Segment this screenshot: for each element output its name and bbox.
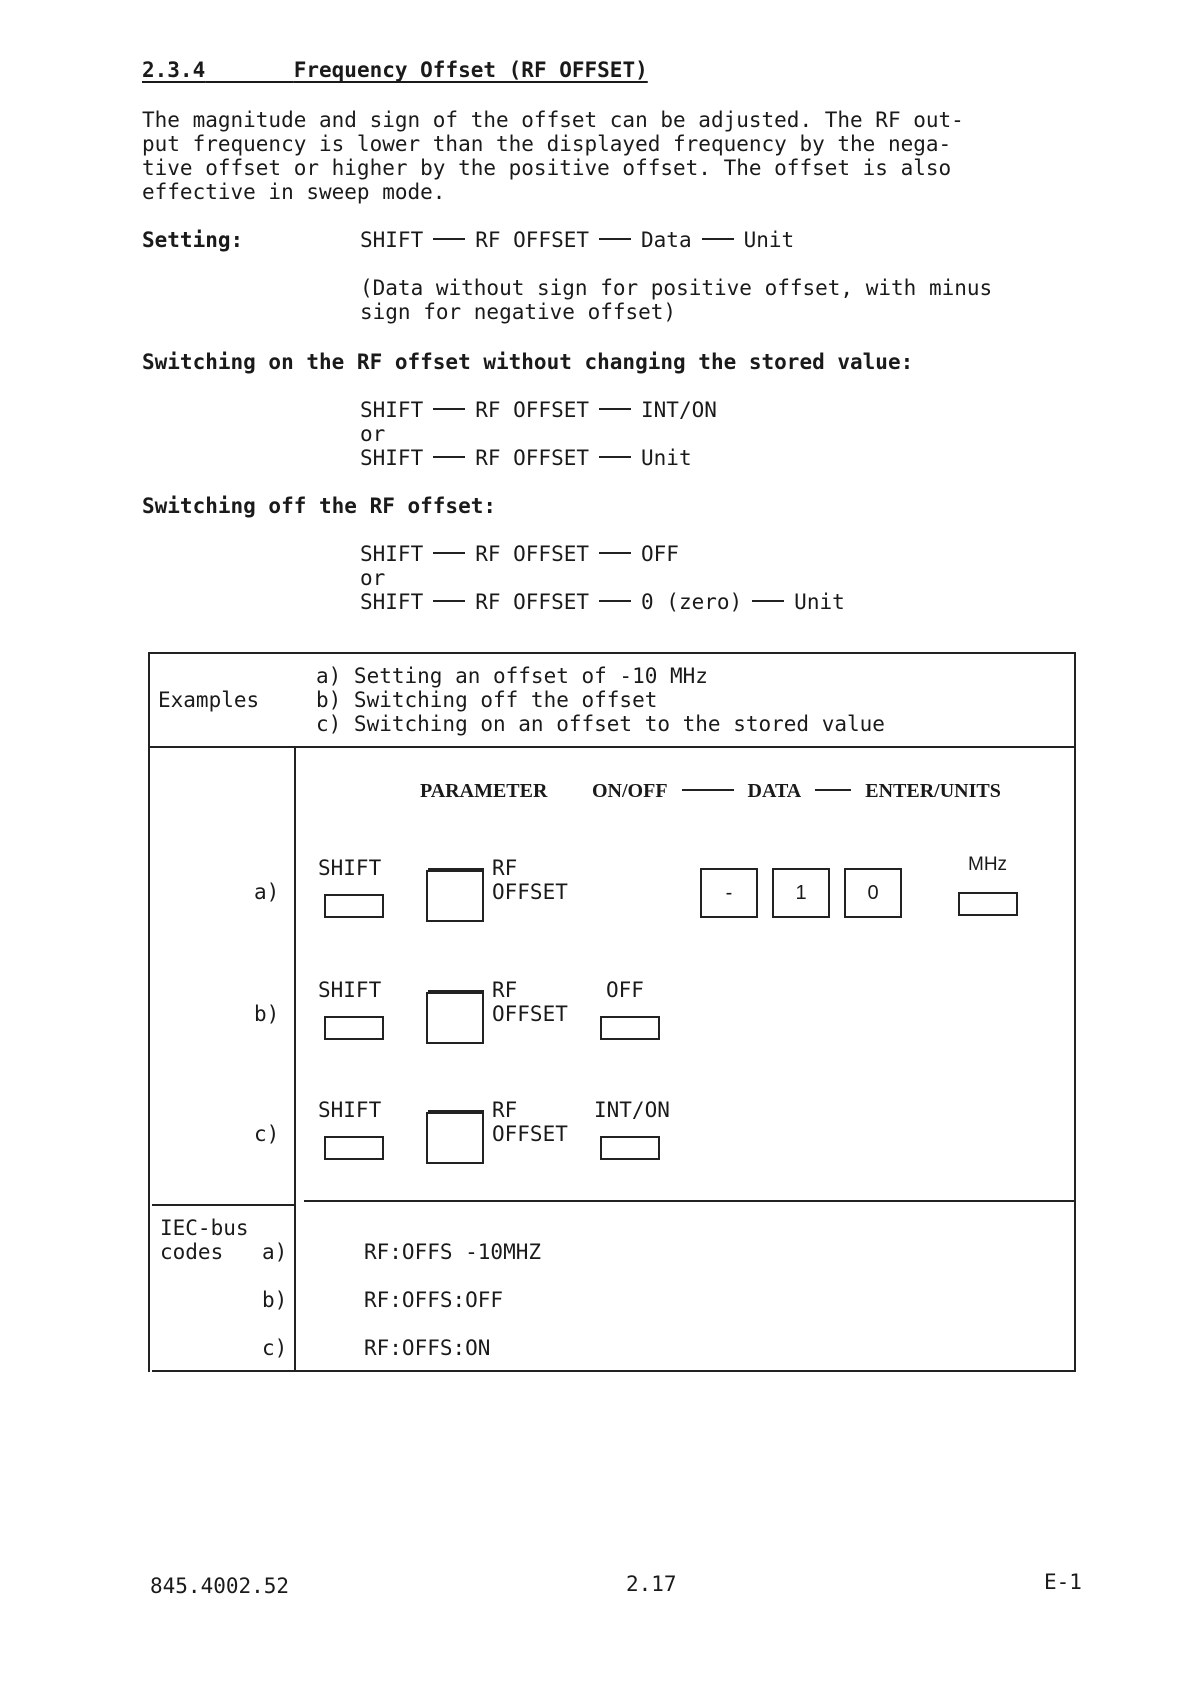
intro-line-1: The magnitude and sign of the offset can be adjusted. The RF out- (142, 108, 964, 132)
seq-dash (599, 408, 631, 410)
example-item-c: c) Switching on an offset to the stored value (316, 712, 885, 736)
col-header-parameter: PARAMETER (420, 780, 548, 802)
seq-off: OFF (641, 542, 679, 566)
col-header-enter: ENTER/UNITS (865, 780, 1001, 802)
row-b-off-label: OFF (606, 978, 644, 1002)
shift-key (324, 894, 384, 918)
row-c-shift-label: SHIFT (318, 1098, 382, 1122)
seq-dash (599, 456, 631, 458)
seq-shift: SHIFT (360, 542, 424, 566)
iec-row-b-label: b) (262, 1288, 288, 1312)
iec-row-a-label: a) (262, 1240, 288, 1264)
seq-dash (752, 600, 784, 602)
seq-shift: SHIFT (360, 446, 424, 470)
seq-dash (433, 408, 465, 410)
minus-key: - (700, 868, 758, 918)
iec-row-c-label: c) (262, 1336, 288, 1360)
seq-rf-offset: RF OFFSET (475, 398, 590, 422)
table-border-right (1074, 652, 1076, 1370)
seq-dash (702, 238, 734, 240)
digit-0-key: 0 (844, 868, 902, 918)
example-item-b: b) Switching off the offset (316, 688, 658, 712)
switch-on-heading: Switching on the RF offset without changing the stored value: (142, 350, 914, 374)
switch-on-seq1 (360, 398, 717, 422)
iec-code-a: RF:OFFS -10MHZ (364, 1240, 542, 1264)
seq-unit: Unit (794, 590, 845, 614)
seq-rf-offset: RF OFFSET (475, 228, 590, 252)
table-border-left (148, 652, 150, 1372)
setting-label: Setting: (142, 228, 244, 252)
seq-unit: Unit (743, 228, 795, 252)
seq-rf-offset: RF OFFSET (475, 446, 590, 470)
seq-shift: SHIFT (360, 228, 424, 252)
table-iec-divider-right (304, 1200, 1076, 1202)
seq-data: Data (641, 228, 692, 252)
row-a-offset-label: OFFSET (492, 880, 568, 904)
section-heading (142, 58, 648, 82)
seq-dash (599, 600, 631, 602)
seq-dash (433, 238, 465, 240)
rf-offset-key-tab (428, 990, 484, 992)
table-iec-divider-left (152, 1204, 294, 1206)
table-header-divider (148, 746, 1076, 748)
col-header-data: DATA (747, 780, 802, 802)
seq-shift: SHIFT (360, 398, 424, 422)
col-header-onoff-label: ON/OFF (592, 780, 668, 802)
table-col-divider (294, 746, 296, 1372)
shift-key (324, 1016, 384, 1040)
switch-on-or: or (360, 422, 386, 446)
seq-rf-offset: RF OFFSET (475, 542, 590, 566)
seq-dash (433, 552, 465, 554)
examples-label: Examples (158, 688, 260, 712)
row-b-shift-label: SHIFT (318, 978, 382, 1002)
seq-dash (599, 552, 631, 554)
iec-label-2: codes (160, 1240, 224, 1264)
header-dash (815, 789, 851, 791)
seq-rf-offset: RF OFFSET (475, 590, 590, 614)
switch-off-or: or (360, 566, 386, 590)
intro-line-2: put frequency is lower than the displayed frequency by the nega- (142, 132, 952, 156)
section-title: Frequency Offset (RF OFFSET) (293, 58, 648, 82)
digit-1-key: 1 (772, 868, 830, 918)
iec-code-c: RF:OFFS:ON (364, 1336, 491, 1360)
row-c-rf-label: RF (492, 1098, 518, 1122)
example-item-a: a) Setting an offset of -10 MHz (316, 664, 708, 688)
table-border-top (148, 652, 1076, 654)
row-c-offset-label: OFFSET (492, 1122, 568, 1146)
col-header-onoff (592, 780, 1001, 803)
row-b-offset-label: OFFSET (492, 1002, 568, 1026)
intro-line-4: effective in sweep mode. (142, 180, 446, 204)
iec-label-1: IEC-bus (160, 1216, 249, 1240)
rf-offset-key-tab (428, 868, 484, 870)
mhz-key (958, 892, 1018, 916)
row-b-rf-label: RF (492, 978, 518, 1002)
int-on-key (600, 1136, 660, 1160)
row-a-rf-label: RF (492, 856, 518, 880)
off-key (600, 1016, 660, 1040)
intro-line-3: tive offset or higher by the positive offset. The offset is also (142, 156, 952, 180)
seq-dash (433, 456, 465, 458)
switch-off-seq2 (360, 590, 845, 614)
switch-off-seq1 (360, 542, 679, 566)
switch-off-heading: Switching off the RF offset: (142, 494, 497, 518)
row-a-label: a) (254, 880, 280, 904)
row-c-label: c) (254, 1122, 280, 1146)
footer-doc-number: 845.4002.52 (150, 1574, 290, 1598)
seq-unit: Unit (641, 446, 692, 470)
footer-page-number: 2.17 (626, 1572, 677, 1596)
row-b-label: b) (254, 1002, 280, 1026)
footer-edition: E-1 (1044, 1570, 1082, 1594)
rf-offset-key (426, 1112, 484, 1164)
setting-sequence (360, 228, 794, 252)
section-number: 2.3.4 (142, 58, 206, 82)
setting-note-1: (Data without sign for positive offset, with minus (360, 276, 993, 300)
mhz-label: MHz (968, 854, 1008, 875)
table-border-bottom (152, 1370, 1076, 1372)
row-a-shift-label: SHIFT (318, 856, 382, 880)
iec-code-b: RF:OFFS:OFF (364, 1288, 504, 1312)
row-c-int-on-label: INT/ON (594, 1098, 670, 1122)
rf-offset-key (426, 992, 484, 1044)
shift-key (324, 1136, 384, 1160)
rf-offset-key-tab (428, 1110, 484, 1112)
setting-note-2: sign for negative offset) (360, 300, 677, 324)
seq-zero: 0 (zero) (641, 590, 743, 614)
seq-shift: SHIFT (360, 590, 424, 614)
header-dash (682, 789, 734, 791)
switch-on-seq2 (360, 446, 692, 470)
seq-int-on: INT/ON (641, 398, 717, 422)
seq-dash (599, 238, 631, 240)
rf-offset-key (426, 870, 484, 922)
seq-dash (433, 600, 465, 602)
